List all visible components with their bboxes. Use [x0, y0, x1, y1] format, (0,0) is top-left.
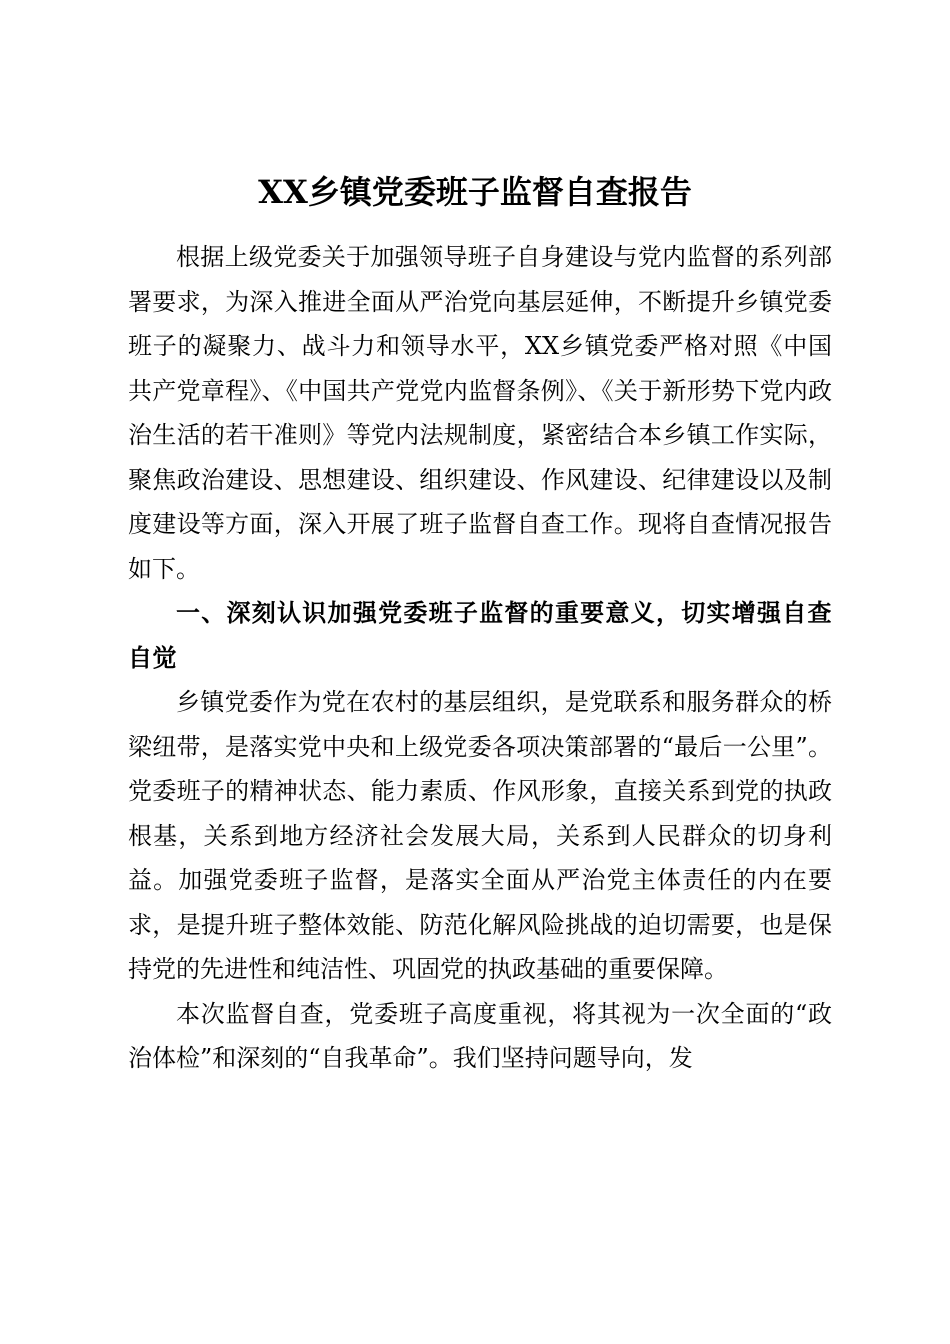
- section-heading-1: 一、深刻认识加强党委班子监督的重要意义，切实增强自查自觉: [128, 599, 832, 672]
- section-1-paragraph-2: 本次监督自查，党委班子高度重视，将其视为一次全面的“政治体检”和深刻的“自我革命”。我们坚持问题导向，发: [128, 999, 832, 1072]
- document-title: XX乡镇党委班子监督自查报告: [258, 173, 692, 211]
- section-1-paragraph-1: 乡镇党委作为党在农村的基层组织，是党联系和服务群众的桥梁纽带，是落实党中央和上级党委各项决策部署的“最后一公里”。党委班子的精神状态、能力素质、作风形象，直接关系到党的执政根基，关系到地方经济社会发展大局，关系到人民群众的切身利益。加强党委班子监督，是落实全面从严治党主体责任的内在要求，是提升班子整体效能、防范化解风险挑战的迫切需要，也是保持党的先进性和纯洁性、巩固党的执政基础的重要保障。: [128, 688, 832, 983]
- intro-paragraph: 根据上级党委关于加强领导班子自身建设与党内监督的系列部署要求，为深入推进全面从严治党向基层延伸，不断提升乡镇党委班子的凝聚力、战斗力和领导水平，XX乡镇党委严格对照《中国共产党章程》、《中国共产党党内监督条例》、《关于新形势下党内政治生活的若干准则》等党内法规制度，紧密结合本乡镇工作实际，聚焦政治建设、思想建设、组织建设、作风建设、纪律建设以及制度建设等方面，深入开展了班子监督自查工作。现将自查情况报告如下。: [128, 243, 832, 583]
- document-body: [128, 235, 832, 1081]
